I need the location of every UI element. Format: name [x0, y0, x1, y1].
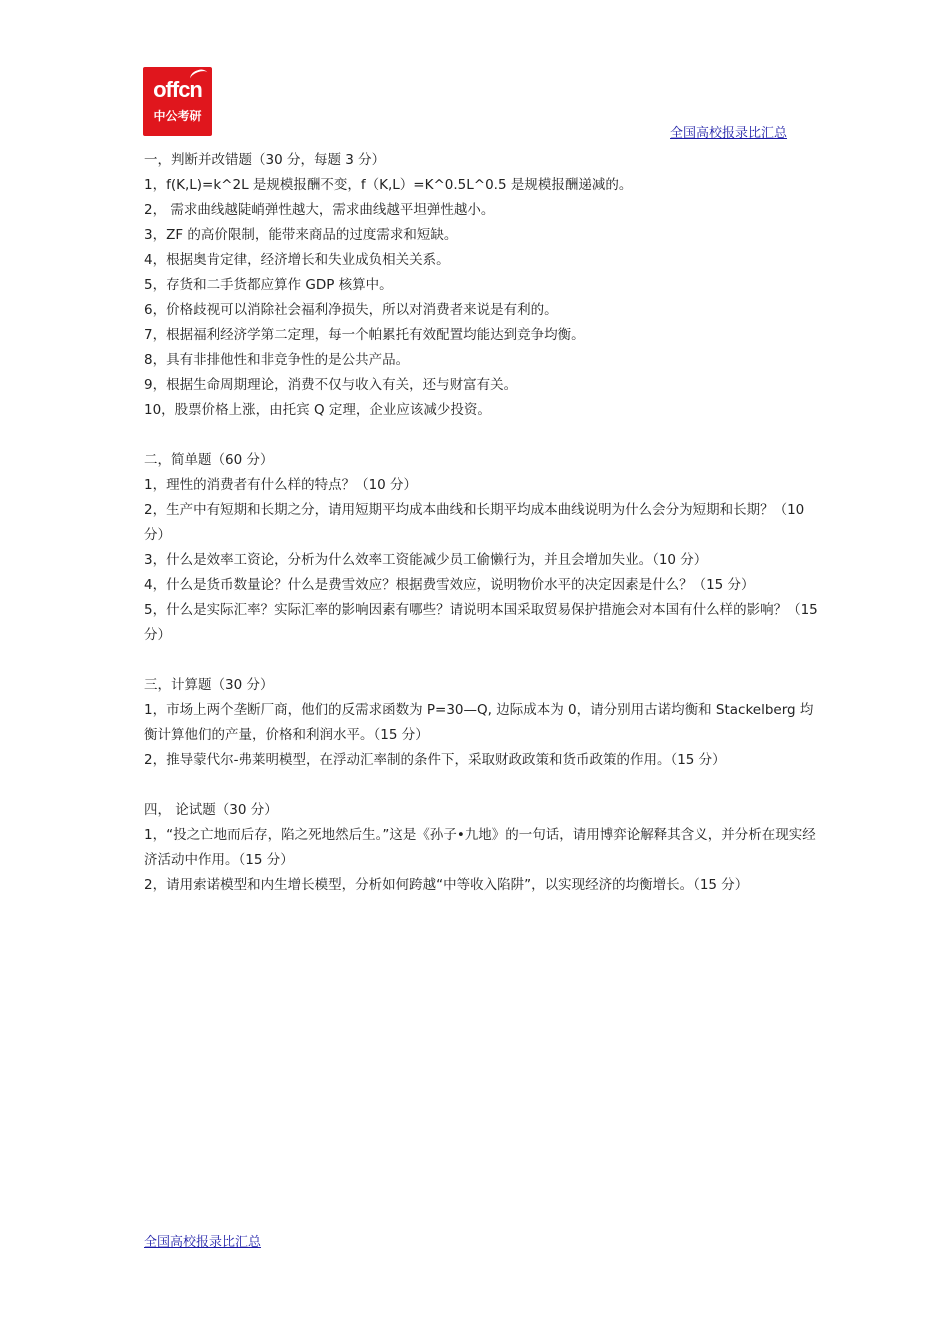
question-item: 1，“投之亡地而后存，陷之死地然后生。”这是《孙子•九地》的一句话，请用博弈论解释其含义，并分析在现实经济活动中作用。（15 分）	[144, 827, 816, 868]
section-1	[144, 148, 819, 423]
exam-content	[144, 148, 819, 898]
section-title: 三，计算题（30 分）	[144, 677, 274, 693]
question-item: 2，推导蒙代尔-弗莱明模型，在浮动汇率制的条件下，采取财政政策和货币政策的作用。（15 分）	[144, 752, 726, 768]
question-item: 7，根据福利经济学第二定理，每一个帕累托有效配置均能达到竞争均衡。	[144, 327, 585, 343]
question-item: 1，f(K,L)=k^2L 是规模报酬不变，f（K,L）=K^0.5L^0.5 是规模报酬递减的。	[144, 177, 633, 193]
section-title: 一，判断并改错题（30 分，每题 3 分）	[144, 152, 386, 168]
offcn-logo	[143, 67, 212, 136]
question-item: 3，什么是效率工资论，分析为什么效率工资能减少员工偷懒行为，并且会增加失业。（10 分）	[144, 552, 708, 568]
logo-sub-text: 中公考研	[153, 109, 202, 123]
question-item: 4，什么是货币数量论？什么是费雪效应？根据费雪效应，说明物价水平的决定因素是什么？（15 分）	[144, 577, 755, 593]
section-3	[144, 673, 819, 773]
section-4	[144, 798, 819, 898]
logo-brand-text: offcn	[153, 77, 202, 102]
question-item: 10，股票价格上涨，由托宾 Q 定理，企业应该减少投资。	[144, 402, 491, 418]
question-item: 5，存货和二手货都应算作 GDP 核算中。	[144, 277, 393, 293]
question-item: 1，市场上两个垄断厂商，他们的反需求函数为 P=30—Q, 边际成本为 0，请分别用古诺均衡和 Stackelberg 均衡计算他们的产量，价格和利润水平。（15 分）	[144, 702, 814, 743]
question-item: 1，理性的消费者有什么样的特点？（10 分）	[144, 477, 418, 493]
question-item: 6，价格歧视可以消除社会福利净损失，所以对消费者来说是有利的。	[144, 302, 558, 318]
header-ratio-link[interactable]: 全国高校报录比汇总	[670, 126, 788, 141]
question-item: 4，根据奥肯定律，经济增长和失业成负相关关系。	[144, 252, 450, 268]
question-item: 2，请用索诺模型和内生增长模型，分析如何跨越“中等收入陷阱”，以实现经济的均衡增长。（15 分）	[144, 877, 749, 893]
question-item: 8，具有非排他性和非竞争性的是公共产品。	[144, 352, 410, 368]
footer-ratio-link[interactable]: 全国高校报录比汇总	[144, 1235, 262, 1250]
section-2	[144, 448, 819, 648]
question-item: 2， 需求曲线越陡峭弹性越大，需求曲线越平坦弹性越小。	[144, 202, 495, 218]
question-item: 2，生产中有短期和长期之分，请用短期平均成本曲线和长期平均成本曲线说明为什么会分为短期和长期？（10 分）	[144, 502, 805, 543]
question-item: 3，ZF 的高价限制，能带来商品的过度需求和短缺。	[144, 227, 458, 243]
section-title: 四， 论试题（30 分）	[144, 802, 278, 818]
section-title: 二，简单题（60 分）	[144, 452, 274, 468]
question-item: 5，什么是实际汇率？实际汇率的影响因素有哪些？请说明本国采取贸易保护措施会对本国有什么样的影响？（15 分）	[144, 602, 818, 643]
question-item: 9，根据生命周期理论，消费不仅与收入有关，还与财富有关。	[144, 377, 518, 393]
